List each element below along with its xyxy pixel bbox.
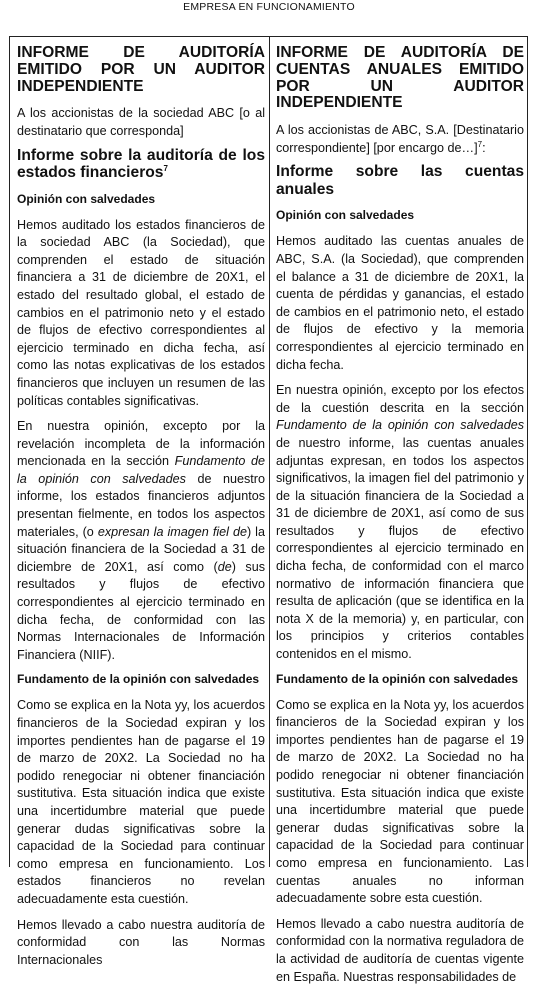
column-divider bbox=[269, 37, 270, 867]
text-run: ) sus resultados y flujos de efectivo correspondientes al ejercicio terminado en dicha fecha, de conformidad con las Normas Internacionales de Información Financiera (NIIF). bbox=[17, 559, 266, 662]
right-column bbox=[276, 45, 524, 994]
right-opinion-heading: Opinión con salvedades bbox=[276, 208, 415, 223]
left-opinion-paragraph: Hemos auditado los estados financieros de la sociedad ABC (la Sociedad), que comprenden el estado de situación financiera a 31 de diciembre de 20X1, el estado del resultado global, el estado de cambios en el patrimonio neto y el estado de flujos de efectivo correspondientes al ejercicio terminado en dicha fecha, así como las notas explicativas de los estados financieros que incluyen un resumen de las políticas contables significativas. bbox=[17, 217, 265, 408]
left-basis-heading: Fundamento de la opinión con salvedades bbox=[17, 672, 260, 687]
left-audit-paragraph: Hemos llevado a cabo nuestra auditoría de conformidad con las Normas Internacionales bbox=[17, 917, 265, 967]
right-basis-heading: Fundamento de la opinión con salvedades bbox=[276, 671, 519, 686]
running-header: EMPRESA EN FUNCIONAMIENTO bbox=[183, 1, 355, 13]
left-opinion-statement bbox=[17, 418, 265, 664]
left-column bbox=[17, 45, 265, 977]
right-audit-paragraph: Hemos llevado a cabo nuestra auditoría de conformidad con la normativa reguladora de la actividad de auditoría de cuentas vigente en España. Nuestras responsabilidades de bbox=[276, 916, 524, 984]
text-run: ) la situación financiera de la Sociedad a 31 de diciembre de 20X1, así como ( bbox=[17, 524, 265, 574]
text-run: En nuestra opinión, excepto por los efectos de la cuestión descrita en la sección bbox=[276, 383, 524, 415]
left-basis-paragraph: Como se explica en la Nota yy, los acuerdos financieros de la Sociedad expiran y los importes pendientes han de pagarse el 19 de marzo de 20X2. La Sociedad no ha podido renegociar ni obtener financiación sustitutiva. Esta situación indica que existe una incertidumbre material que puede generar dudas significativas sobre la capacidad de la Sociedad para continuar como empresa en funcionamiento. Los estados financieros no revelan adecuadamente esta cuestión. bbox=[17, 698, 265, 906]
left-section-title bbox=[17, 147, 265, 182]
text-run: En nuestra opinión, excepto por la revelación incompleta de la información mencionada en la sección bbox=[17, 419, 265, 469]
right-basis-paragraph: Como se explica en la Nota yy, los acuerdos financieros de la Sociedad expiran y los importes pendientes han de pagarse el 19 de marzo de 20X2. La Sociedad no ha podido renegociar ni obtener financiación sustitutiva. Esta situación indica que existe una incertidumbre material que puede generar dudas significativas sobre la capacidad de la Sociedad para continuar como empresa en funcionamiento. Las cuentas anuales no informan adecuadamente sobre esta cuestión. bbox=[276, 697, 524, 906]
left-report-title: INFORME DE AUDITORÍA EMITIDO POR UN AUDITOR INDEPENDIENTE bbox=[17, 44, 265, 95]
italic-run: Fundamento de la opinión con salvedades bbox=[17, 454, 266, 486]
right-report-title: INFORME DE AUDITORÍA DE CUENTAS ANUALES EMITIDO POR UN AUDITOR INDEPENDIENTE bbox=[276, 44, 524, 112]
footnote-ref: 7 bbox=[477, 139, 483, 149]
left-addressee: A los accionistas de la sociedad ABC [o al destinatario que corresponda] bbox=[17, 106, 265, 138]
text-run: : bbox=[482, 140, 486, 155]
left-section-title-text: Informe sobre la auditoría de los estados financieros bbox=[17, 146, 265, 182]
italic-run: de bbox=[217, 559, 232, 574]
comparison-table bbox=[9, 36, 528, 984]
right-opinion-statement bbox=[276, 382, 524, 664]
text-run: de nuestro informe, las cuentas anuales adjuntas expresan, en todos los aspectos significativos, la imagen fiel del patrimonio y de la situación financiera de la Sociedad a 31 de diciembre de 20X1, así como de sus resultados y flujos de efectivo correspondientes al ejercicio terminado en dicha fecha, de conformidad con el marco normativo de información financiera que resulta de aplicación (que se identifica en la nota X de la memoria) y, en particular, con los principios y criterios contables contenidos en el mismo. bbox=[276, 435, 524, 662]
left-opinion-heading: Opinión con salvedades bbox=[17, 191, 156, 206]
italic-run: Fundamento de la opinión con salvedades bbox=[276, 418, 524, 433]
text-run: A los accionistas de ABC, S.A. [Destinatario correspondiente] [por encargo de…] bbox=[276, 123, 524, 155]
italic-run: expresan la imagen fiel de bbox=[97, 524, 247, 539]
right-section-title: Informe sobre las cuentas anuales bbox=[276, 163, 524, 198]
right-opinion-paragraph: Hemos auditado las cuentas anuales de ABC, S.A. (la Sociedad), que comprenden el balance a 31 de diciembre de 20X1, la cuenta de pérdidas y ganancias, el estado de cambios en el patrimonio neto, el estado de flujos de efectivo y la memoria correspondientes al ejercicio terminado en dicha fecha. bbox=[276, 234, 524, 372]
right-addressee bbox=[276, 122, 524, 157]
text-run: de nuestro informe, los estados financieros adjuntos presentan fielmente, en todos los aspectos materiales, (o bbox=[17, 471, 265, 539]
footnote-ref: 7 bbox=[163, 163, 168, 173]
